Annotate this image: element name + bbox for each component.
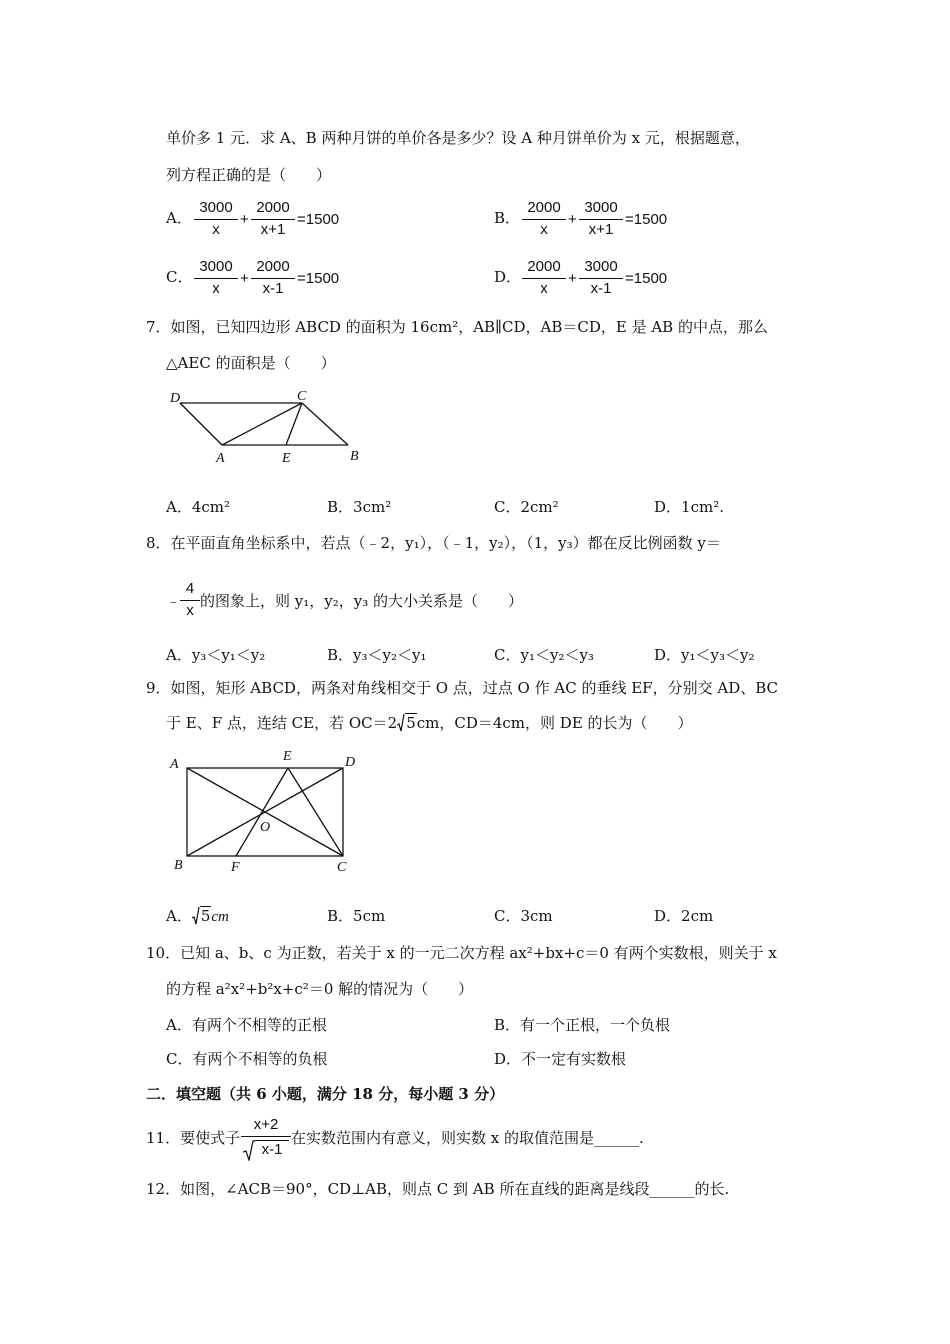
- q11-pre: 11．要使式子: [146, 1129, 241, 1147]
- q8-fraction: 4 x: [180, 580, 200, 624]
- q8-negative-sign: ﹣: [166, 592, 182, 610]
- q7-option-a: A．4cm²: [166, 498, 231, 516]
- fraction: 2000 x-1: [251, 258, 295, 302]
- q10-option-b: B．有一个正根，一个负根: [494, 1016, 671, 1034]
- q10-option-d: D．不一定有实数根: [494, 1050, 627, 1068]
- fraction: 2000 x: [522, 258, 566, 302]
- q8-line2: 的图象上，则 y₁，y₂，y₃ 的大小关系是（ ）: [200, 592, 523, 610]
- q9-rectangle-figure: [160, 740, 370, 880]
- point-label-e: E: [283, 749, 292, 764]
- fraction: 3000 x: [194, 199, 238, 243]
- point-label-b: B: [174, 858, 183, 873]
- q7-parallelogram-figure: [160, 380, 370, 470]
- sqrt-sign: [192, 906, 200, 926]
- fraction: 3000 x+1: [579, 199, 623, 243]
- point-label-c: C: [337, 860, 347, 875]
- point-label-d: D: [345, 755, 356, 770]
- q9-line2: 于 E、F 点，连结 CE，若 OC＝2 5cm，CD＝4cm，则 DE 的长为（ ）: [166, 714, 693, 732]
- q9-option-d: D．2cm: [654, 907, 714, 925]
- q8-option-c: C．y₁＜y₂＜y₃: [494, 646, 594, 664]
- section-heading: 二．填空题（共 6 小题，满分 18 分，每小题 3 分）: [146, 1085, 505, 1103]
- point-label-o: O: [260, 820, 271, 835]
- option-label: C．: [166, 268, 193, 286]
- q8-option-a: A．y₃＜y₁＜y₂: [166, 646, 266, 664]
- q9-option-b: B．5cm: [327, 907, 386, 925]
- option-label: B．: [494, 209, 521, 227]
- q10-line1: 10．已知 a、b、c 为正数，若关于 x 的一元二次方程 ax²+bx+c＝0 有两个实数根，则关于 x: [146, 944, 777, 962]
- q9-option-c: C．3cm: [494, 907, 553, 925]
- q9-option-a: A． 5cm: [166, 907, 229, 925]
- point-label-f: F: [231, 860, 240, 875]
- q7-option-b: B．3cm²: [327, 498, 392, 516]
- q10-option-c: C．有两个不相等的负根: [166, 1050, 328, 1068]
- point-label-e: E: [282, 451, 291, 466]
- q10-option-a: A．有两个不相等的正根: [166, 1016, 327, 1034]
- option-label: D．: [494, 268, 522, 286]
- point-label-a: A: [170, 757, 179, 772]
- option-label: A．: [166, 209, 192, 227]
- q7-option-d: D．1cm².: [654, 498, 724, 516]
- q7-option-c: C．2cm²: [494, 498, 559, 516]
- fraction: 3000 x: [194, 258, 238, 302]
- q6-line1: 单价多 1 元．求 A、B 两种月饼的单价各是多少？设 A 种月饼单价为 x 元，根据题意，: [166, 129, 750, 147]
- q11-post: 在实数范围内有意义，则实数 x 的取值范围是______.: [291, 1129, 644, 1147]
- q8-option-d: D．y₁＜y₃＜y₂: [654, 646, 755, 664]
- fraction: 3000 x-1: [579, 258, 623, 302]
- point-label-b: B: [350, 449, 359, 464]
- sqrt-sign: [397, 713, 405, 733]
- point-label-c: C: [297, 389, 307, 404]
- q12-text: 12．如图，∠ACB＝90°，CD⊥AB，则点 C 到 AB 所在直线的距离是线段______的长.: [146, 1180, 730, 1198]
- q8-option-b: B．y₃＜y₂＜y₁: [327, 646, 427, 664]
- point-label-a: A: [216, 451, 225, 466]
- q6-line2: 列方程正确的是（ ）: [166, 166, 332, 184]
- sqrt-sign: [243, 1139, 255, 1161]
- q7-line1: 7．如图，已知四边形 ABCD 的面积为 16cm²，AB∥CD，AB＝CD，E 是 AB 的中点，那么: [146, 318, 768, 336]
- q10-line2: 的方程 a²x²+b²x+c²＝0 解的情况为（ ）: [166, 980, 474, 998]
- q8-line1: 8．在平面直角坐标系中，若点（﹣2，y₁），（﹣1，y₂），（1，y₃）都在反比例函数 y＝: [146, 534, 721, 552]
- point-label-d: D: [170, 391, 181, 406]
- q7-line2: △AEC 的面积是（ ）: [166, 354, 336, 372]
- fraction: 2000 x+1: [251, 199, 295, 243]
- fraction: 2000 x: [522, 199, 566, 243]
- q11-fraction: x+2 x-1: [241, 1116, 291, 1164]
- q9-line1: 9．如图，矩形 ABCD，两条对角线相交于 O 点，过点 O 作 AC 的垂线 EF，分别交 AD、BC: [146, 679, 778, 697]
